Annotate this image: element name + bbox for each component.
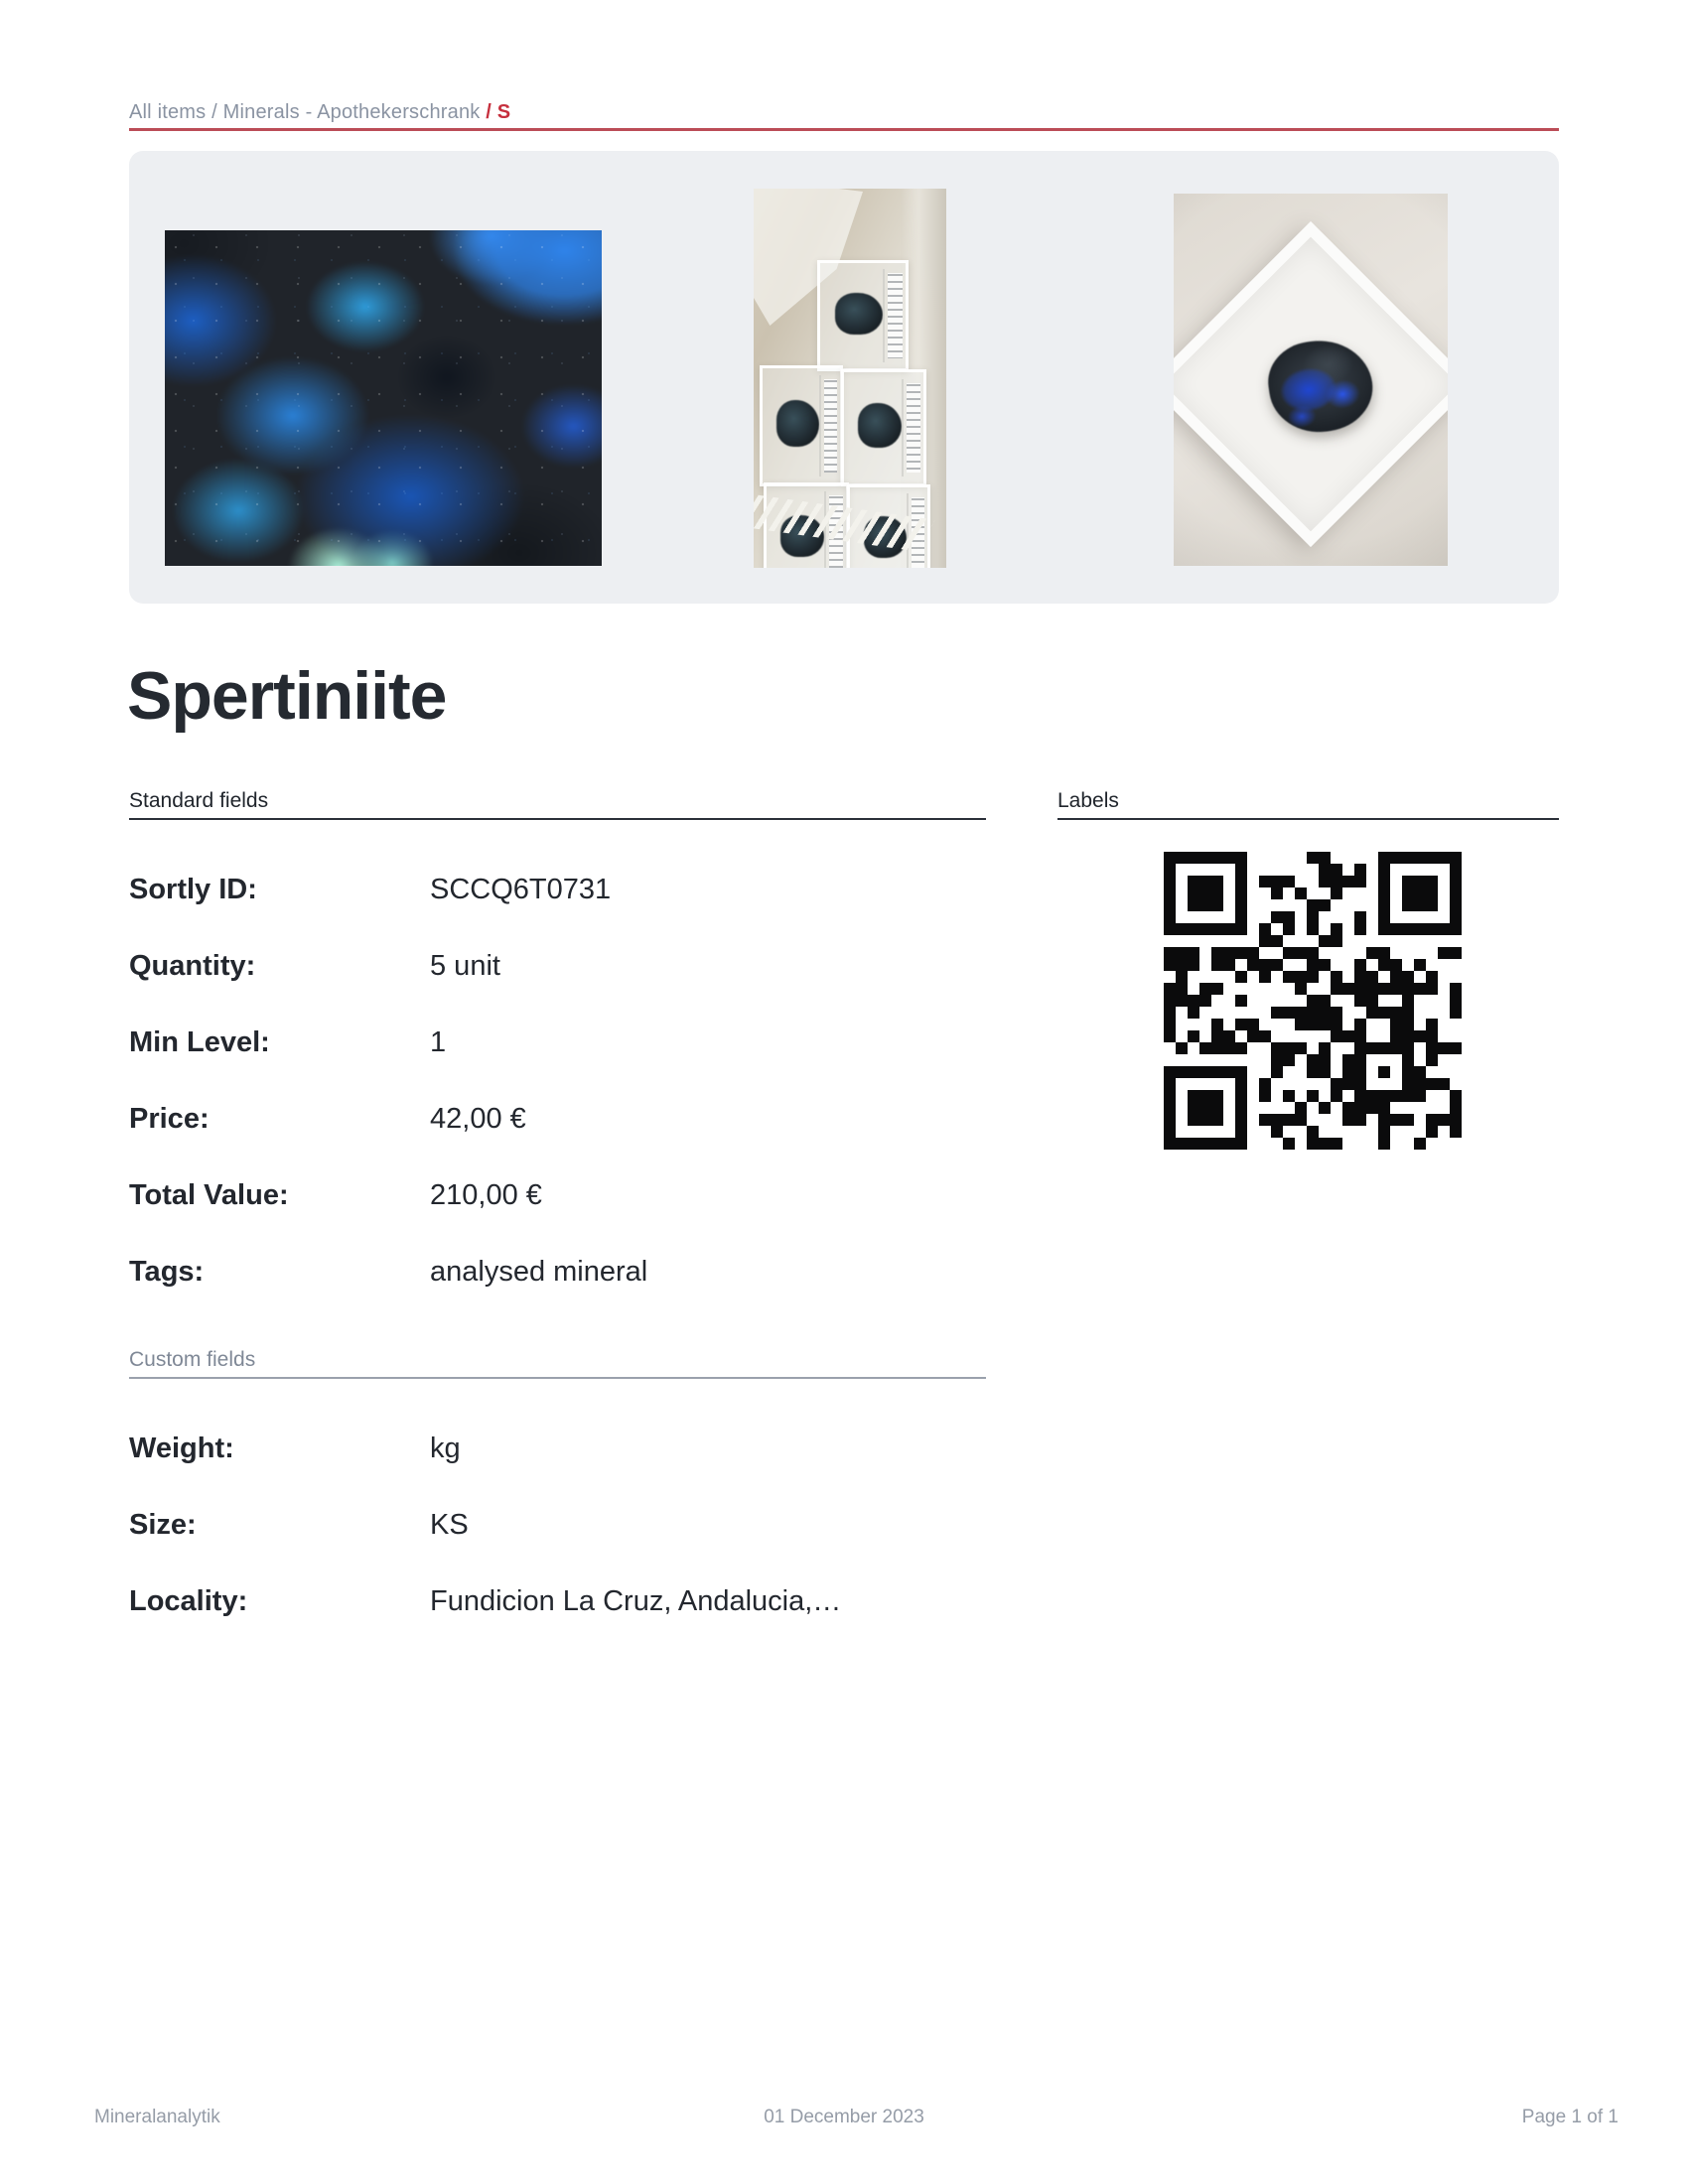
- specimen-box: [760, 365, 843, 486]
- page-title: Spertiniite: [127, 658, 447, 734]
- custom-fields-heading: Custom fields: [129, 1348, 256, 1371]
- field-label: Quantity:: [129, 950, 256, 982]
- field-value: 1: [430, 1026, 447, 1058]
- breadcrumb-current: / S: [486, 101, 511, 123]
- field-value: SCCQ6T0731: [430, 874, 612, 905]
- specimen-box: [817, 260, 909, 371]
- header-divider: [129, 128, 1559, 131]
- field-value: 210,00 €: [430, 1179, 542, 1211]
- breadcrumb: [129, 101, 510, 124]
- footer-company: Mineralanalytik: [94, 2107, 220, 2127]
- field-label: Weight:: [129, 1433, 234, 1464]
- mineral-in-white-tray-photo: [1174, 194, 1448, 566]
- labels-divider: [1057, 818, 1559, 820]
- footer-date: 01 December 2023: [764, 2107, 924, 2127]
- field-label: Locality:: [129, 1585, 248, 1617]
- labels-heading: Labels: [1057, 789, 1119, 812]
- field-label: Total Value:: [129, 1179, 289, 1211]
- acrylic-specimen-boxes-photo: [754, 189, 946, 568]
- footer-page-number: Page 1 of 1: [1521, 2107, 1618, 2127]
- macro-blue-mineral-photo: [165, 230, 602, 566]
- breadcrumb-path: All items / Minerals - Apothekerschrank: [129, 101, 481, 123]
- qr-code: [1164, 852, 1462, 1150]
- custom-fields-divider: [129, 1377, 986, 1379]
- field-label: Size:: [129, 1509, 197, 1541]
- field-label: Price:: [129, 1103, 210, 1135]
- standard-fields-heading: Standard fields: [129, 789, 269, 812]
- photo-sparkle: [165, 230, 602, 566]
- field-value: 42,00 €: [430, 1103, 526, 1135]
- standard-fields-divider: [129, 818, 986, 820]
- field-label: Tags:: [129, 1256, 205, 1288]
- specimen-box: [841, 369, 926, 486]
- field-label: Sortly ID:: [129, 874, 257, 905]
- field-value: kg: [430, 1433, 461, 1464]
- field-label: Min Level:: [129, 1026, 270, 1058]
- field-value: 5 unit: [430, 950, 500, 982]
- field-value: analysed mineral: [430, 1256, 648, 1288]
- field-value: Fundicion La Cruz, Andalucia,…: [430, 1585, 842, 1617]
- photo-banner: [129, 151, 1559, 604]
- field-value: KS: [430, 1509, 469, 1541]
